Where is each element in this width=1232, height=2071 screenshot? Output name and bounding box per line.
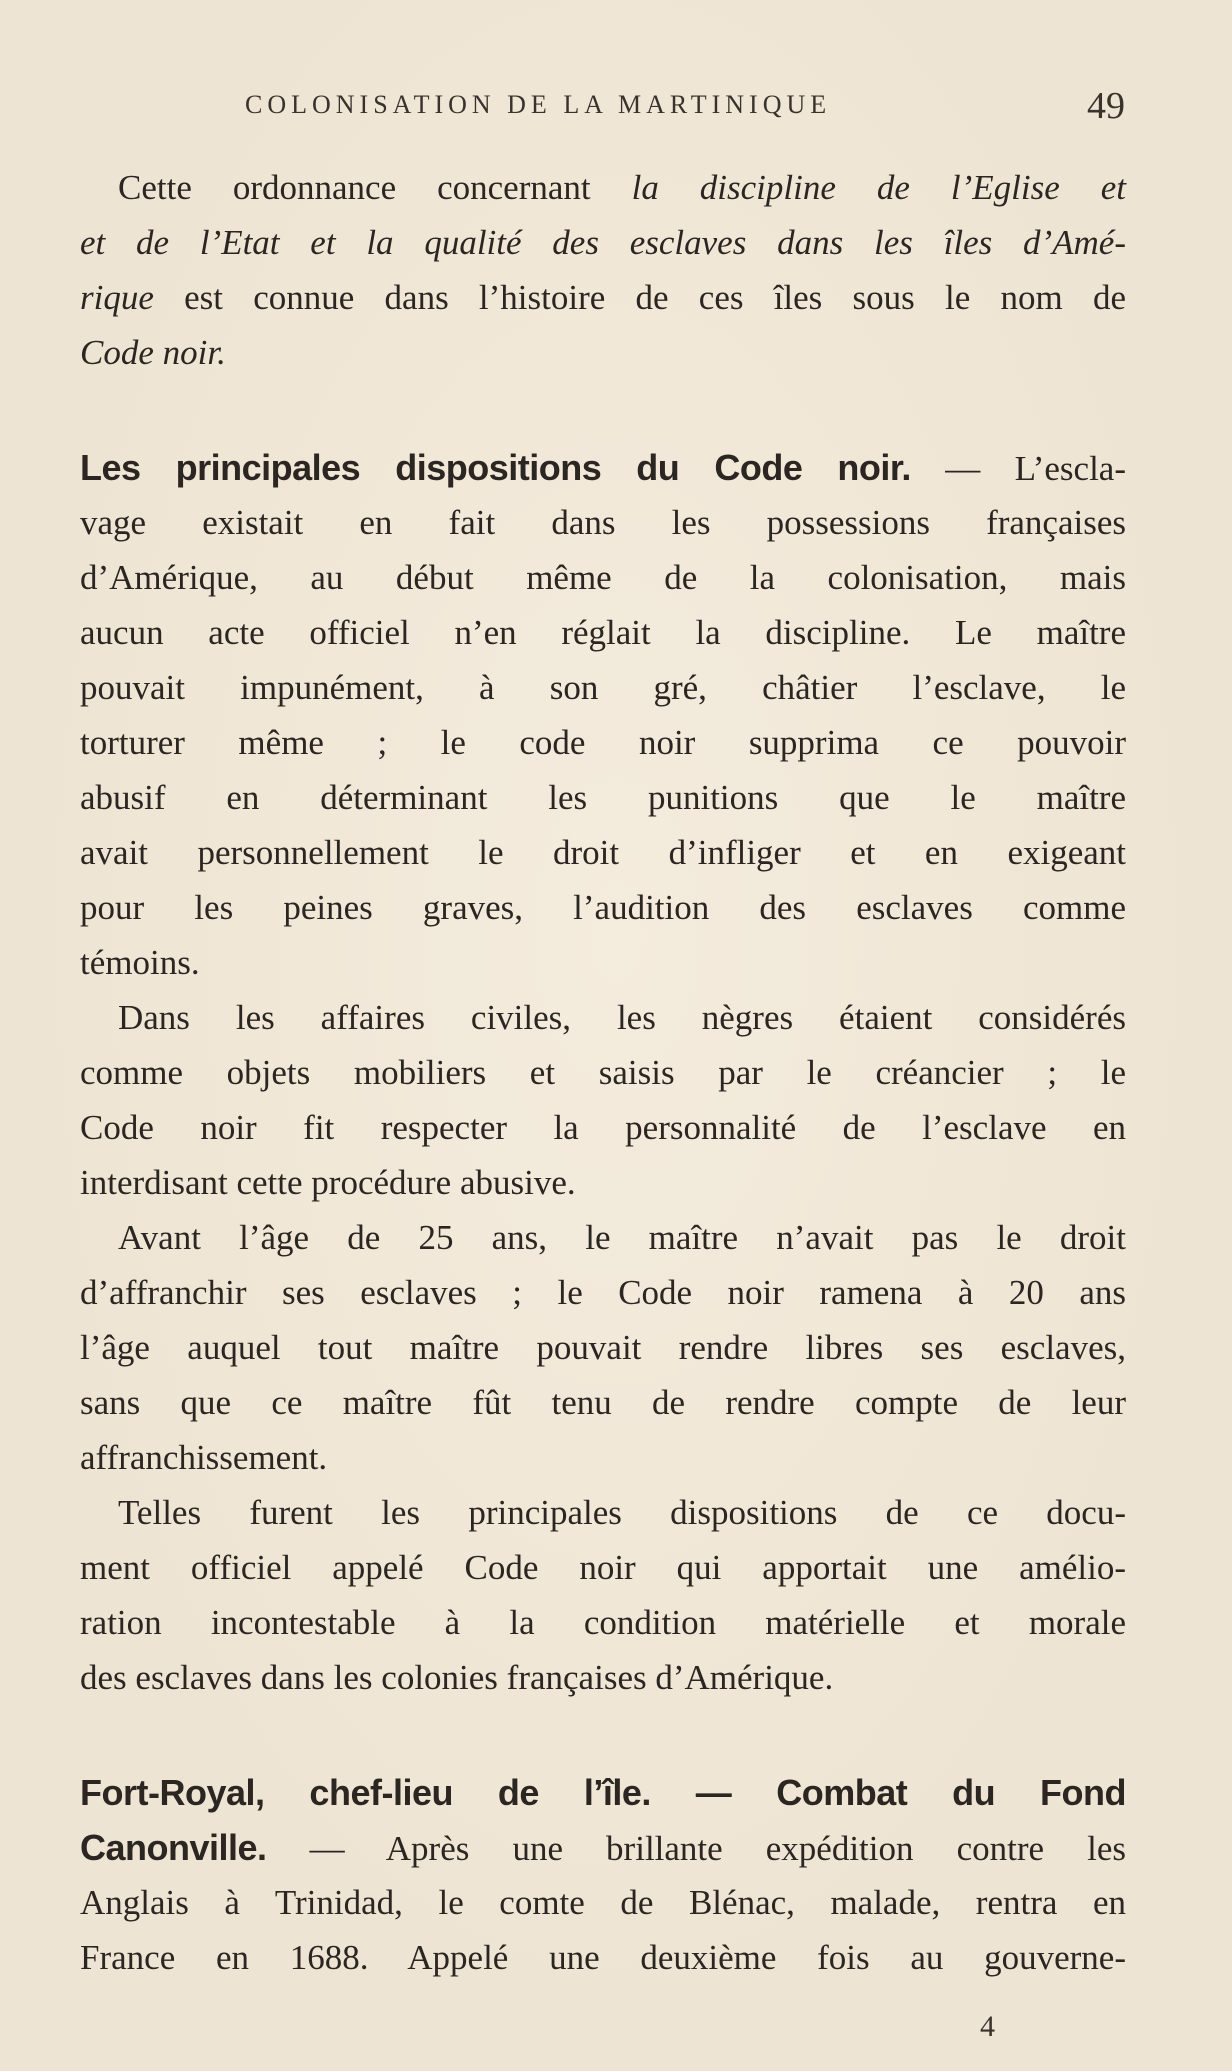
text-line: ment officiel appelé Code noir qui apportait une amélio- <box>80 1548 1126 1587</box>
text-line: Avant l’âge de 25 ans, le maître n’avait pas le droit <box>118 1218 1126 1257</box>
spacer <box>80 1705 1126 1765</box>
text-line: interdisant cette procédure abusive. <box>80 1163 576 1202</box>
text-line: témoins. <box>80 943 200 982</box>
running-head <box>245 84 1125 127</box>
section-heading: Fort-Royal, chef-lieu de l’île. — Combat du Fond <box>80 1772 1126 1813</box>
text-line: Cette ordonnance concernant la discipline de l’Eglise et <box>118 168 1126 207</box>
text-line: sans que ce maître fût tenu de rendre compte de leur <box>80 1383 1126 1422</box>
section-heading: Canonville. <box>80 1827 267 1868</box>
body-text <box>80 160 1126 1985</box>
text-line: Code noir fit respecter la personnalité de l’esclave en <box>80 1108 1126 1147</box>
signature-mark: 4 <box>980 2010 995 2043</box>
text-line: comme objets mobiliers et saisis par le créancier ; le <box>80 1053 1126 1092</box>
spacer <box>80 380 1126 440</box>
text-line: vage existait en fait dans les possessions françaises <box>80 503 1126 542</box>
text-line: et de l’Etat et la qualité des esclaves dans les îles d’Amé- <box>80 223 1126 262</box>
page-number: 49 <box>1087 85 1125 127</box>
running-title: COLONISATION DE LA MARTINIQUE <box>245 90 832 119</box>
text-line: des esclaves dans les colonies françaises d’Amérique. <box>80 1658 834 1697</box>
text-line: Code noir. <box>80 333 226 372</box>
text-line: avait personnellement le droit d’infliger et en exigeant <box>80 833 1126 872</box>
text-line: d’Amérique, au début même de la colonisation, mais <box>80 558 1126 597</box>
text-line: d’affranchir ses esclaves ; le Code noir ramena à 20 ans <box>80 1273 1126 1312</box>
section-heading-line: Canonville. — Après une brillante expédition contre les <box>80 1827 1126 1868</box>
text-line: rique est connue dans l’histoire de ces îles sous le nom de <box>80 278 1126 317</box>
section-heading-line: Les principales dispositions du Code noir. — L’escla- <box>80 447 1126 488</box>
text-line: France en 1688. Appelé une deuxième fois au gouverne- <box>80 1938 1126 1977</box>
text-line: ration incontestable à la condition matérielle et morale <box>80 1603 1126 1642</box>
text-line: affranchissement. <box>80 1438 328 1477</box>
text-line: Anglais à Trinidad, le comte de Blénac, malade, rentra en <box>80 1883 1126 1922</box>
text-line: pour les peines graves, l’audition des esclaves comme <box>80 888 1126 927</box>
text-line: aucun acte officiel n’en réglait la discipline. Le maître <box>80 613 1126 652</box>
text-line: torturer même ; le code noir supprima ce pouvoir <box>80 723 1126 762</box>
text-line: abusif en déterminant les punitions que le maître <box>80 778 1126 817</box>
section-heading-line <box>80 1765 1126 1820</box>
text-line: Dans les affaires civiles, les nègres étaient considérés <box>118 998 1126 1037</box>
text-line: Telles furent les principales dispositions de ce docu- <box>118 1493 1126 1532</box>
text-line: pouvait impunément, à son gré, châtier l’esclave, le <box>80 668 1126 707</box>
section-heading: Les principales dispositions du Code noir. <box>80 447 911 488</box>
text-line: l’âge auquel tout maître pouvait rendre libres ses esclaves, <box>80 1328 1126 1367</box>
